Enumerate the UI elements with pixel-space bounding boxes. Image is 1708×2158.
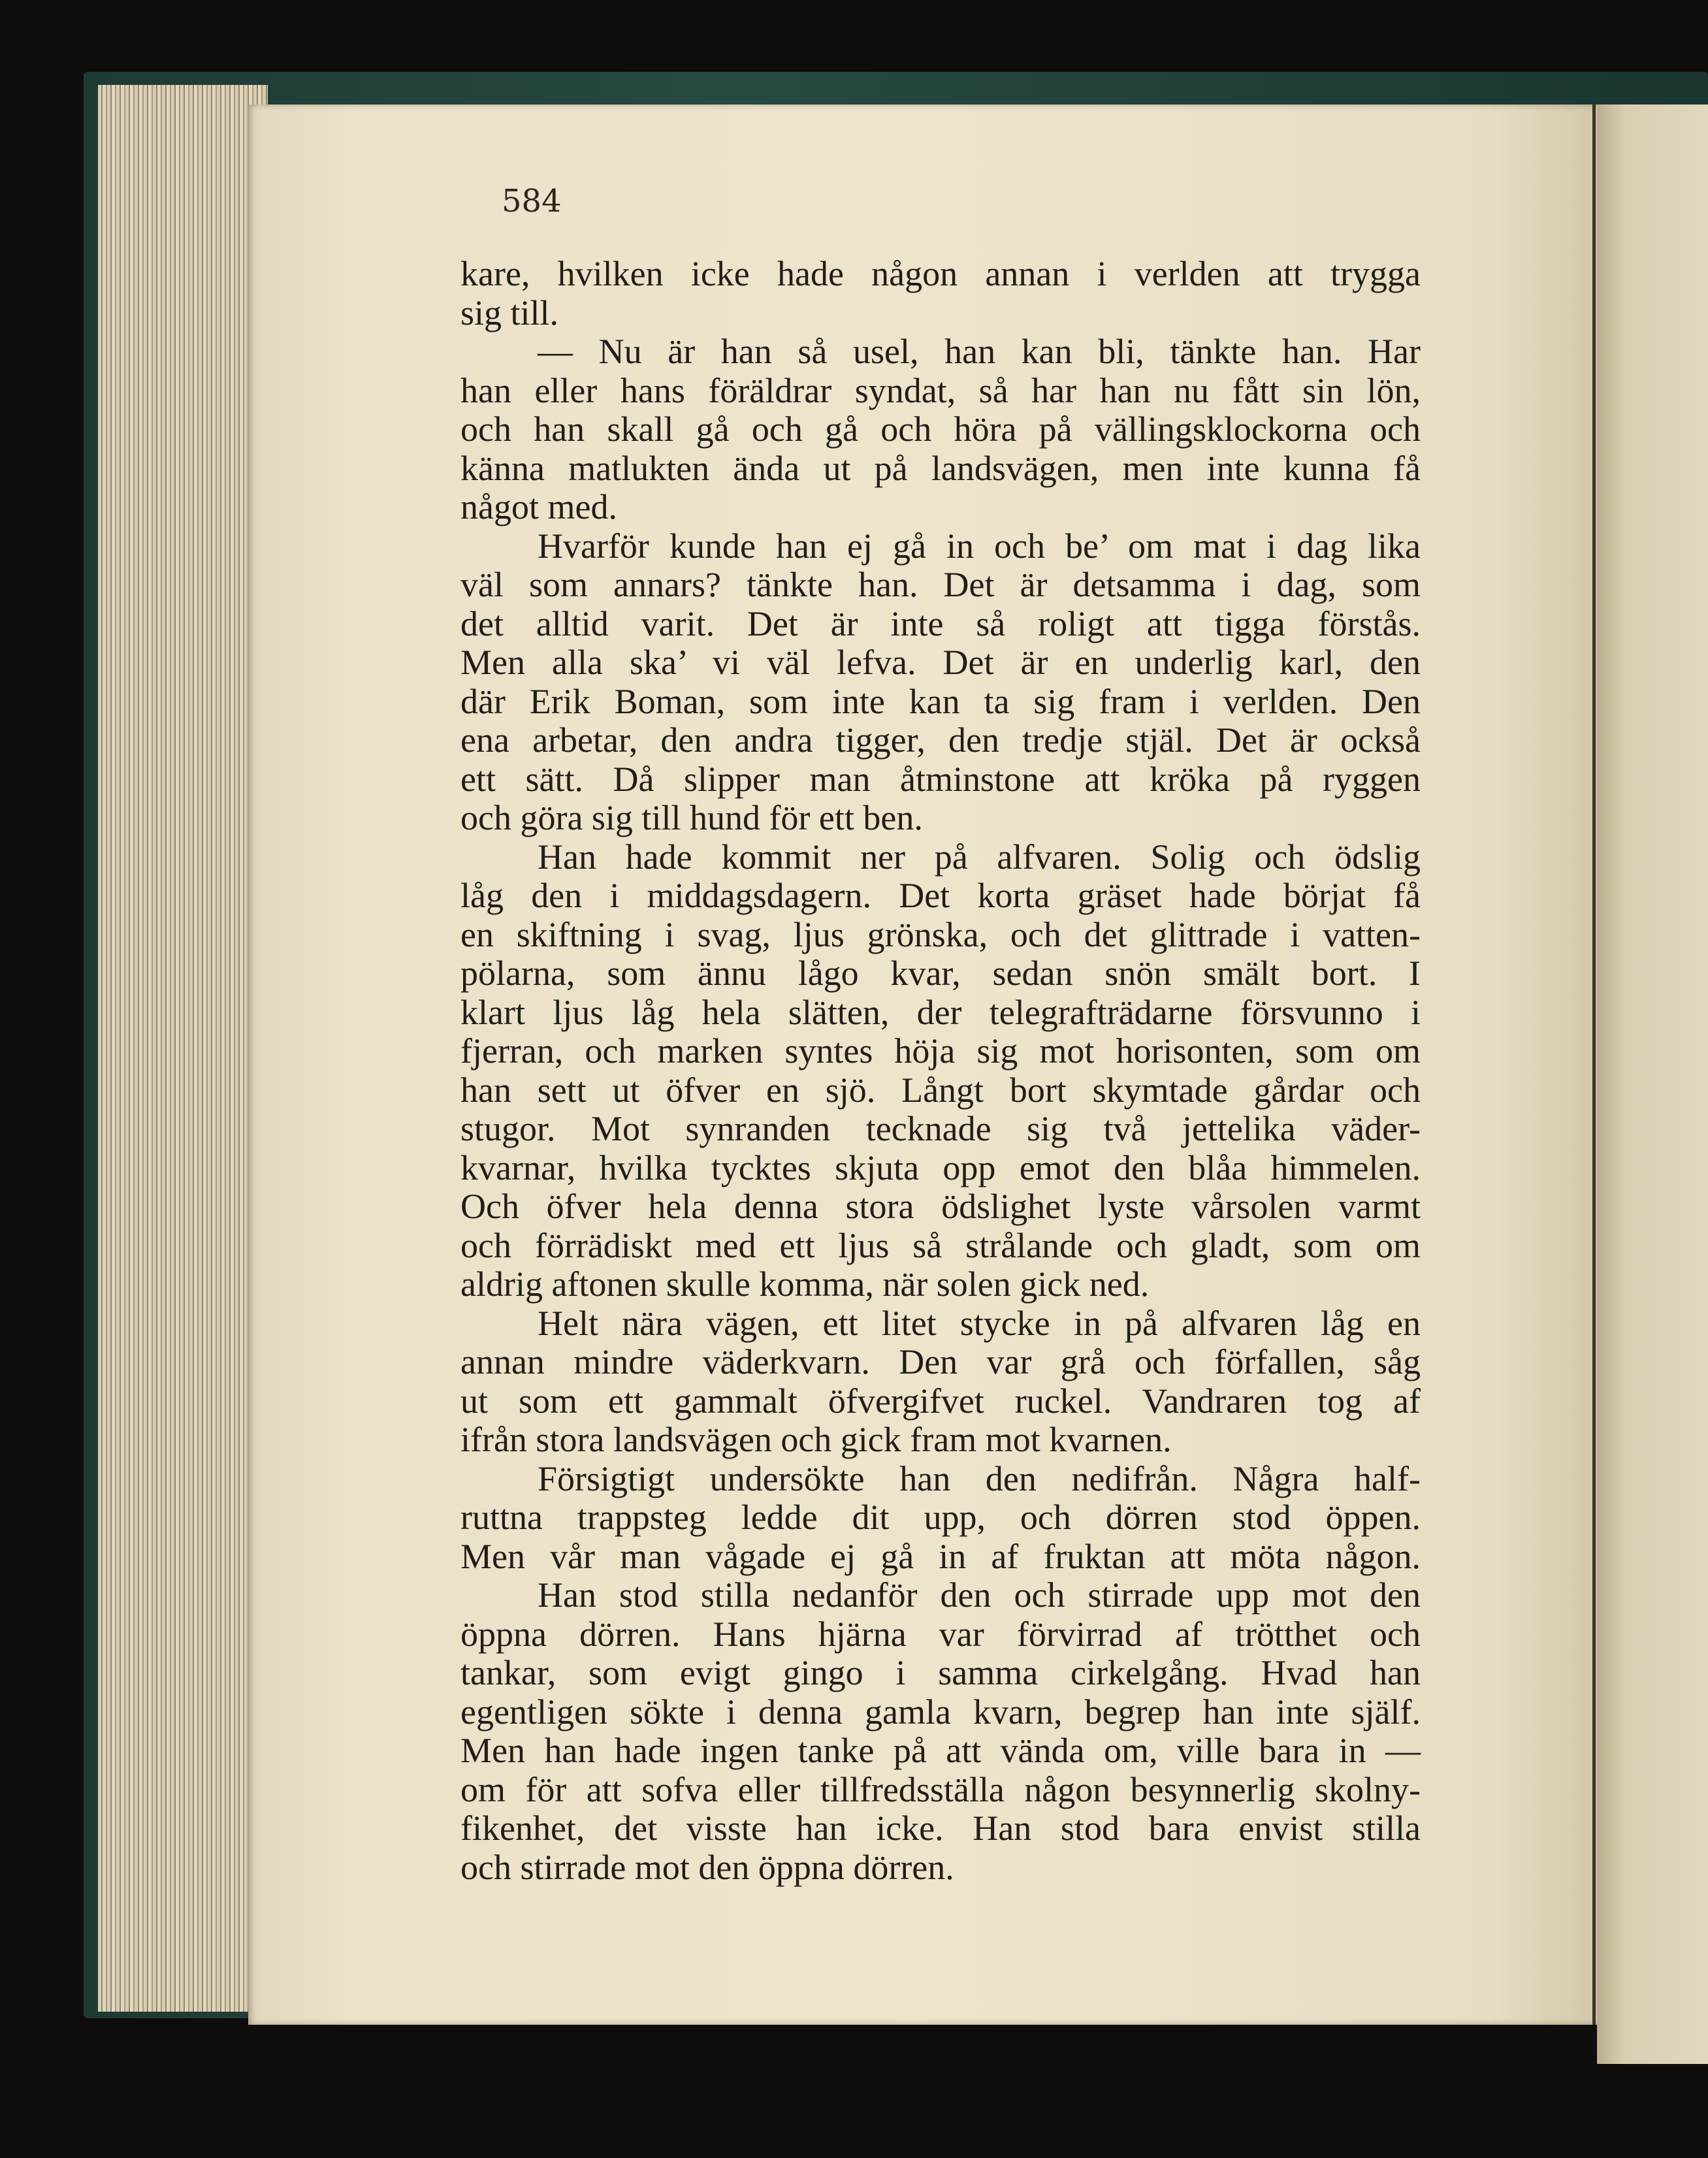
text-line: kare, hvilken icke hade någon annan i verlden att trygga (460, 254, 1421, 293)
body-text (460, 255, 1421, 1887)
text-line: ena arbetar, den andra tigger, den tredje stjäl. Det är också (460, 720, 1421, 760)
text-line: ett sätt. Då slipper man åtminstone att kröka på ryggen (460, 759, 1421, 799)
text-line: Och öfver hela denna stora ödslighet lyste vårsolen varmt (460, 1187, 1421, 1226)
text-line: Han stod stilla nedanför den och stirrade upp mot den (538, 1575, 1421, 1615)
text-line: Men han hade ingen tanke på att vända om, ville bara in — (460, 1731, 1421, 1770)
text-line: annan mindre väderkvarn. Den var grå och förfallen, såg (460, 1342, 1421, 1381)
facing-page (1597, 105, 1708, 2064)
text-line: det alltid varit. Det är inte så roligt att tigga förstås. (460, 604, 1421, 643)
text-line: och stirrade mot den öppna dörren. (460, 1847, 954, 1887)
page-gutter (1592, 105, 1596, 2025)
text-line: aldrig aftonen skulle komma, när solen gick ned. (460, 1264, 1150, 1304)
text-line: fjerran, och marken syntes höja sig mot horisonten, som om (460, 1031, 1421, 1071)
text-line: — Nu är han så usel, han kan bli, tänkte han. Har (538, 332, 1421, 371)
text-line: öppna dörren. Hans hjärna var förvirrad af trötthet och (460, 1614, 1421, 1654)
text-line: och han skall gå och gå och höra på vällingsklockorna och (460, 410, 1421, 449)
text-line: känna matlukten ända ut på landsvägen, men inte kunna få (460, 448, 1421, 488)
text-line: fikenhet, det visste han icke. Han stod bara envist stilla (460, 1809, 1421, 1848)
text-line: väl som annars? tänkte han. Det är detsamma i dag, som (460, 565, 1421, 604)
text-line: och förrädiskt med ett ljus så strålande och gladt, som om (460, 1225, 1421, 1265)
text-line: ut som ett gammalt öfvergifvet ruckel. Vandraren tog af (460, 1381, 1421, 1421)
text-line: ifrån stora landsvägen och gick fram mot kvarnen. (460, 1420, 1172, 1459)
text-line: sig till. (460, 293, 559, 332)
text-line: om för att sofva eller tillfredsställa någon besynnerlig skolny- (460, 1769, 1421, 1809)
text-line: Han hade kommit ner på alfvaren. Solig och ödslig (538, 837, 1421, 877)
text-line: Men vår man vågade ej gå in af fruktan att möta någon. (460, 1536, 1421, 1576)
text-line: och göra sig till hund för ett ben. (460, 798, 923, 837)
text-line: låg den i middagsdagern. Det korta gräset hade börjat få (460, 876, 1421, 915)
text-line: Hvarför kunde han ej gå in och be’ om mat i dag lika (538, 526, 1421, 566)
text-line: ruttna trappsteg ledde dit upp, och dörren stod öppen. (460, 1498, 1421, 1537)
text-line: Helt nära vägen, ett litet stycke in på alfvaren låg en (538, 1303, 1421, 1343)
text-line: Försigtigt undersökte han den nedifrån. Några half- (538, 1458, 1421, 1498)
text-line: han sett ut öfver en sjö. Långt bort skymtade gårdar och (460, 1070, 1421, 1110)
text-line: pölarna, som ännu lågo kvar, sedan snön smält bort. I (460, 954, 1421, 993)
text-line: han eller hans föräldrar syndat, så har han nu fått sin lön, (460, 370, 1421, 410)
page-edges (98, 85, 268, 2012)
text-line: egentligen sökte i denna gamla kvarn, begrep han inte själf. (460, 1692, 1421, 1731)
page-number: 584 (502, 183, 562, 219)
text-line: stugor. Mot synranden tecknade sig två jettelika väder- (460, 1109, 1421, 1148)
text-line: en skiftning i svag, ljus grönska, och det glittrade i vatten- (460, 914, 1421, 954)
text-line: något med. (460, 487, 617, 526)
text-line: kvarnar, hvilka tycktes skjuta opp emot den blåa himmelen. (460, 1148, 1421, 1187)
text-line: Men alla ska’ vi väl lefva. Det är en underlig karl, den (460, 643, 1421, 682)
text-line: där Erik Boman, som inte kan ta sig fram i verlden. Den (460, 681, 1421, 721)
text-line: klart ljus låg hela slätten, der telegrafträdarne försvunno i (460, 992, 1421, 1032)
text-line: tankar, som evigt gingo i samma cirkelgång. Hvad han (460, 1653, 1421, 1692)
